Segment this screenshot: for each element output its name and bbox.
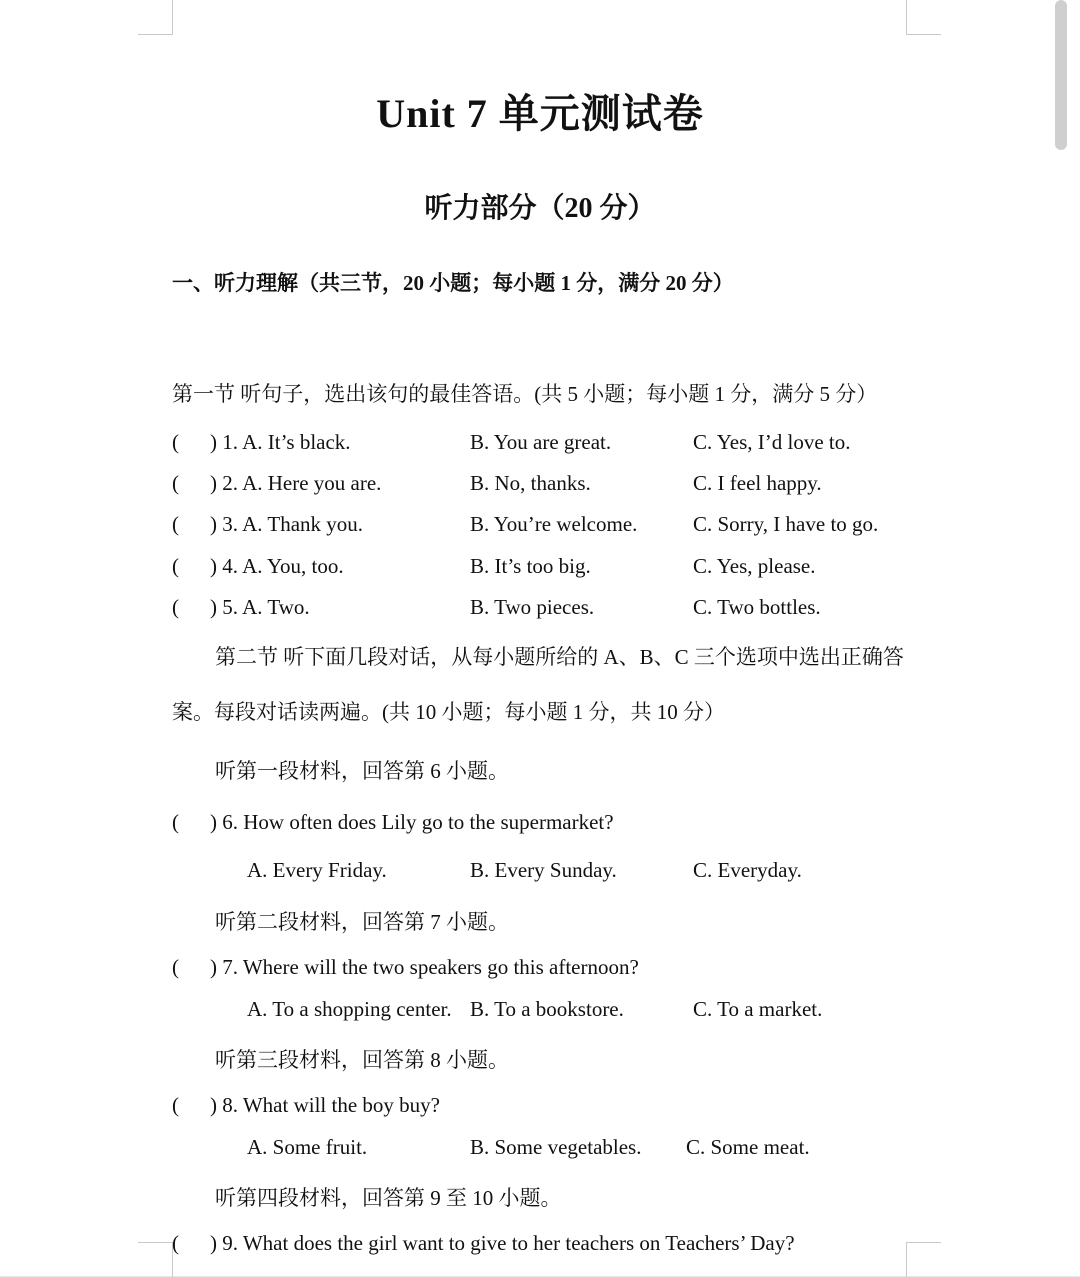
material-1-instruction: 听第一段材料，回答第 6 小题。 bbox=[215, 759, 509, 783]
answer-blank[interactable]: ( bbox=[172, 955, 179, 979]
question-row bbox=[172, 955, 912, 985]
material-3-instruction: 听第三段材料，回答第 8 小题。 bbox=[215, 1048, 509, 1072]
question-row bbox=[172, 512, 912, 542]
question-option-a: A. Every Friday. bbox=[247, 858, 387, 882]
question-option-b: B. Two pieces. bbox=[470, 595, 595, 619]
question-option-b: B. You’re welcome. bbox=[470, 512, 638, 536]
question-option-a: A. To a shopping center. bbox=[247, 997, 452, 1021]
answer-blank[interactable]: ( bbox=[172, 595, 179, 619]
question-option-b: B. Every Sunday. bbox=[470, 858, 617, 882]
question-option-c: C. Yes, I’d love to. bbox=[693, 430, 851, 454]
question-stem: ) 6. How often does Lily go to the supermarket? bbox=[210, 810, 614, 834]
question-row bbox=[172, 554, 912, 584]
answer-blank[interactable]: ( bbox=[172, 430, 179, 454]
vertical-scrollbar[interactable] bbox=[1055, 0, 1067, 150]
question-stem: ) 9. What does the girl want to give to her teachers on Teachers’ Day? bbox=[210, 1231, 795, 1255]
question-option-a: ) 2. A. Here you are. bbox=[210, 471, 382, 495]
question-option-a: ) 5. A. Two. bbox=[210, 595, 310, 619]
question-option-c: C. To a market. bbox=[693, 997, 823, 1021]
answer-blank[interactable]: ( bbox=[172, 512, 179, 536]
question-row bbox=[172, 430, 912, 460]
page-title: Unit 7 单元测试卷 bbox=[376, 91, 704, 136]
question-option-b: B. It’s too big. bbox=[470, 554, 591, 578]
question-row bbox=[172, 471, 912, 501]
question-option-c: C. Two bottles. bbox=[693, 595, 821, 619]
options-row bbox=[172, 1135, 912, 1165]
question-option-c: C. Yes, please. bbox=[693, 554, 816, 578]
question-option-c: C. Sorry, I have to go. bbox=[693, 512, 879, 536]
question-row bbox=[172, 1231, 912, 1261]
question-option-a: ) 3. A. Thank you. bbox=[210, 512, 364, 536]
question-option-b: B. No, thanks. bbox=[470, 471, 591, 495]
answer-blank[interactable]: ( bbox=[172, 1093, 179, 1117]
answer-blank[interactable]: ( bbox=[172, 810, 179, 834]
question-row bbox=[172, 595, 912, 625]
question-stem: ) 8. What will the boy buy? bbox=[210, 1093, 440, 1117]
section-subtitle: 听力部分（20 分） bbox=[424, 193, 656, 224]
question-row bbox=[172, 1093, 912, 1123]
question-option-a: ) 4. A. You, too. bbox=[210, 554, 344, 578]
part2-instruction: 第二节 听下面几段对话，从每小题所给的 A、B、C 三个选项中选出正确答案。每段对话读两遍。(共 10 小题；每小题 1 分，共 10 分） bbox=[172, 645, 904, 724]
question-option-c: C. I feel happy. bbox=[693, 471, 822, 495]
options-row bbox=[172, 858, 912, 888]
answer-blank[interactable]: ( bbox=[172, 1231, 179, 1255]
crop-mark-top-right bbox=[906, 0, 941, 35]
crop-mark-bottom-left bbox=[138, 1242, 173, 1277]
material-4-instruction: 听第四段材料，回答第 9 至 10 小题。 bbox=[215, 1186, 562, 1210]
question-stem: ) 7. Where will the two speakers go this afternoon? bbox=[210, 955, 639, 979]
material-2-instruction: 听第二段材料，回答第 7 小题。 bbox=[215, 910, 509, 934]
question-row bbox=[172, 810, 912, 840]
question-option-b: B. You are great. bbox=[470, 430, 612, 454]
answer-blank[interactable]: ( bbox=[172, 554, 179, 578]
question-option-c: C. Some meat. bbox=[686, 1135, 810, 1159]
part1-instruction: 第一节 听句子，选出该句的最佳答语。(共 5 小题；每小题 1 分，满分 5 分） bbox=[172, 382, 878, 406]
answer-blank[interactable]: ( bbox=[172, 471, 179, 495]
question-option-a: A. Some fruit. bbox=[247, 1135, 368, 1159]
question-option-b: B. To a bookstore. bbox=[470, 997, 624, 1021]
section-heading: 一、听力理解（共三节，20 小题；每小题 1 分，满分 20 分） bbox=[172, 271, 734, 295]
crop-mark-top-left bbox=[138, 0, 173, 35]
question-option-a: ) 1. A. It’s black. bbox=[210, 430, 351, 454]
question-option-c: C. Everyday. bbox=[693, 858, 802, 882]
question-option-b: B. Some vegetables. bbox=[470, 1135, 642, 1159]
options-row bbox=[172, 997, 912, 1027]
